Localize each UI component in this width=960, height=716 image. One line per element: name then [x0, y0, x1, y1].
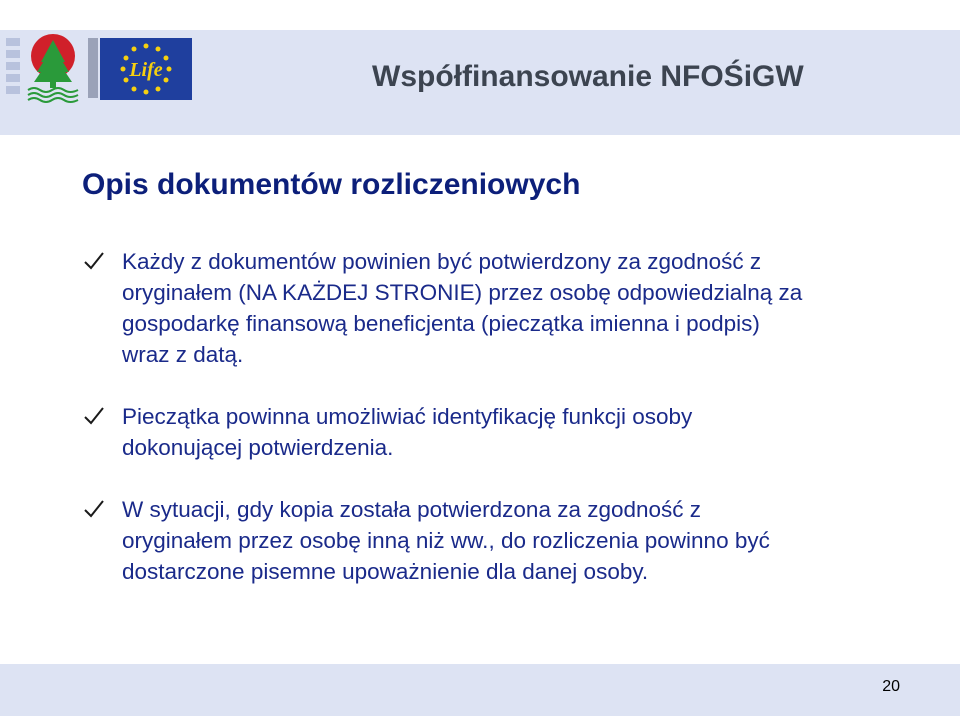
decorative-gray-strip — [88, 38, 98, 98]
bullet-line: gospodarkę finansową beneficjenta (pieczątka imienna i podpis) — [122, 311, 760, 336]
bullet-list — [82, 246, 942, 618]
bullet-line: dokonującej potwierdzenia. — [122, 435, 394, 460]
header-band — [0, 0, 960, 135]
page-number: 20 — [882, 678, 900, 695]
bullet-line: Pieczątka powinna umożliwiać identyfikację funkcji osoby — [122, 404, 693, 429]
bullet-item — [82, 246, 942, 370]
checkmark-icon — [82, 497, 106, 521]
checkmark-icon — [82, 404, 106, 428]
decorative-stripes — [6, 38, 20, 98]
logo-area — [0, 30, 200, 106]
header-title: Współfinansowanie NFOŚiGW — [372, 60, 804, 93]
bullet-line: wraz z datą. — [122, 342, 244, 367]
life-logo-text: Life — [129, 59, 163, 81]
bullet-line: W sytuacji, gdy kopia została potwierdzona za zgodność z — [122, 497, 702, 522]
bullet-line: oryginałem (NA KAŻDEJ STRONIE) przez osobę odpowiedzialną za — [122, 280, 803, 305]
bullet-line: oryginałem przez osobę inną niż ww., do rozliczenia powinno być — [122, 528, 770, 553]
bullet-item — [82, 494, 942, 587]
bullet-item — [82, 401, 942, 463]
footer-band — [0, 664, 960, 716]
bullet-line: Każdy z dokumentów powinien być potwierdzony za zgodność z — [122, 249, 762, 274]
section-title: Opis dokumentów rozliczeniowych — [82, 168, 581, 201]
bullet-line: dostarczone pisemne upoważnienie dla danej osoby. — [122, 559, 649, 584]
checkmark-icon — [82, 249, 106, 273]
nfosigw-tree-logo-icon — [22, 32, 84, 104]
eu-life-logo-icon — [100, 38, 192, 100]
